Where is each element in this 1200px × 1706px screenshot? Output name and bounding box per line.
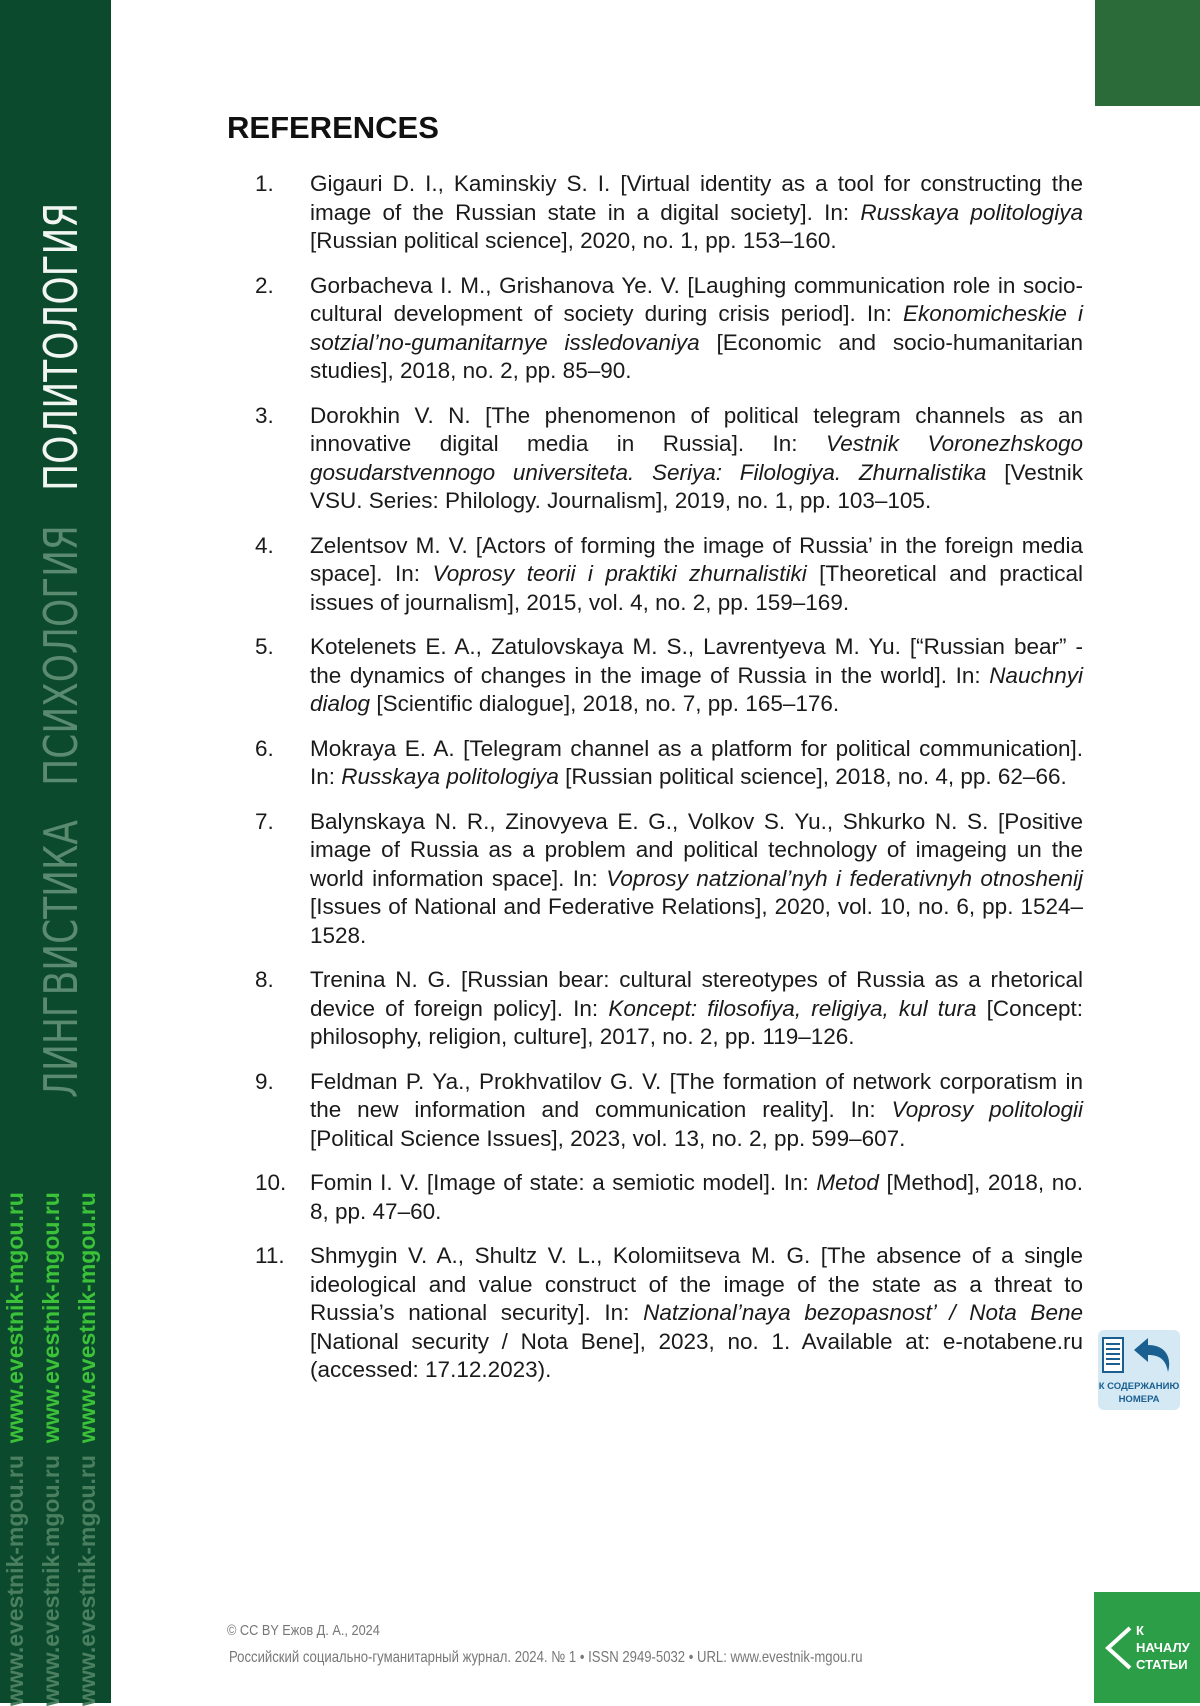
reference-text <box>310 808 1083 951</box>
reference-citation: Gorbacheva I. M., Grishanova Ye. V. [Laughing communication role in socio-cultural development of society during crisis period]. In: <box>310 272 1083 326</box>
sidebar-section-title <box>34 202 88 1098</box>
reference-text <box>310 170 1083 256</box>
reference-text <box>310 532 1083 618</box>
reference-journal-title: Vestnik Voronezhskogo gosudarstvennogo universiteta. Seriya: Filologiya. Zhurnalistika <box>310 431 1083 485</box>
sidebar-title-psychology: ПСИХОЛОГИЯ <box>34 525 88 786</box>
reference-text <box>310 1068 1083 1154</box>
reference-text <box>310 272 1083 386</box>
sidebar-url-line <box>38 1192 64 1706</box>
reference-number: 3. <box>255 402 274 428</box>
reference-text <box>310 1169 1083 1226</box>
reference-text <box>310 966 1083 1052</box>
sidebar-url-bright[interactable]: www.evestnik-mgou.ru <box>2 1192 28 1444</box>
reference-details: [Russian political science], 2020, no. 1, pp. 153–160. <box>310 228 837 253</box>
toc-button[interactable] <box>1098 1330 1180 1410</box>
reference-item <box>255 735 1083 792</box>
footer-copyright: © CC BY Ежов Д. А., 2024 <box>227 1622 380 1639</box>
reference-journal-title: Koncept: filosofiya, religiya, kul tura <box>608 995 977 1021</box>
sidebar-url-bright[interactable]: www.evestnik-mgou.ru <box>38 1192 64 1444</box>
reference-details: [Political Science Issues], 2023, vol. 13, no. 2, pp. 599–607. <box>310 1125 906 1151</box>
reference-item <box>255 402 1083 516</box>
reference-citation: Mokraya E. A. [Telegram channel as a platform for political communication]. In: <box>310 735 1083 789</box>
reference-journal-title: Metod <box>816 1170 879 1195</box>
reference-details: [National security / Nota Bene], 2023, no. 1. Available at: e-notabene.ru (accessed: 17.12.2023). <box>310 1328 1083 1382</box>
reference-number: 2. <box>255 272 274 298</box>
reference-citation: Dorokhin V. N. [The phenomenon of political telegram channels as an innovative digital media in Russia]. In: <box>310 402 1083 456</box>
reference-number: 8. <box>255 967 274 992</box>
back-button-label: К НАЧАЛУ СТАТЬИ <box>1136 1623 1190 1672</box>
reference-item <box>255 532 1083 618</box>
toc-button-label: К СОДЕРЖАНИЮ НОМЕРА <box>1098 1381 1180 1405</box>
reference-details: [Russian political science], 2018, no. 4, pp. 62–66. <box>558 764 1067 789</box>
reference-details: [Theoretical and practical issues of journalism], 2015, vol. 4, no. 2, pp. 159–169. <box>310 561 1083 615</box>
reference-item <box>255 1169 1083 1226</box>
sidebar-title-politology: ПОЛИТОЛОГИЯ <box>34 202 88 491</box>
sidebar-url-line <box>2 1192 28 1706</box>
sidebar-url-faint[interactable]: www.evestnik-mgou.ru <box>38 1455 64 1706</box>
reference-journal-title: Natzional’naya bezopasnost’ / Nota Bene <box>643 1300 1083 1325</box>
reference-details: [Issues of National and Federative Relations], 2020, vol. 10, no. 6, pp. 1524–1528. <box>310 894 1083 948</box>
reference-number: 9. <box>255 1068 274 1094</box>
reference-details: [Vestnik VSU. Series: Philology. Journalism], 2019, no. 1, pp. 103–105. <box>310 459 1083 513</box>
reference-journal-title: Nauchnyi dialog <box>310 662 1083 716</box>
sidebar-url-faint[interactable]: www.evestnik-mgou.ru <box>74 1455 100 1706</box>
reference-number: 1. <box>255 171 274 196</box>
reference-citation: Kotelenets E. A., Zatulovskaya M. S., Lavrentyeva M. Yu. [“Russian bear” - the dynamics of changes in the image of Russia in the world]. In: <box>310 634 1083 688</box>
sidebar-url-bright[interactable]: www.evestnik-mgou.ru <box>74 1192 100 1444</box>
reference-number: 5. <box>255 634 274 659</box>
reference-item <box>255 966 1083 1052</box>
reference-details: [Scientific dialogue], 2018, no. 7, pp. 165–176. <box>370 691 840 716</box>
reference-details: [Concept: philosophy, religion, culture], 2017, no. 2, pp. 119–126. <box>310 995 1083 1049</box>
reference-list <box>255 170 1083 1401</box>
reference-journal-title: Russkaya politologiya <box>341 764 559 789</box>
reference-details: [Method], 2018, no. 8, pp. 47–60. <box>310 1170 1083 1224</box>
reference-citation: Trenina N. G. [Russian bear: cultural stereotypes of Russia as a rhetorical device of foreign policy]. In: <box>310 967 1083 1021</box>
sidebar-title-linguistics: ЛИНГВИСТИКА <box>34 820 88 1098</box>
reference-number: 10. <box>255 1170 287 1195</box>
reference-details: [Economic and socio-humanitarian studies], 2018, no. 2, pp. 85–90. <box>310 329 1083 383</box>
page-title: REFERENCES <box>227 110 439 145</box>
reference-journal-title: Voprosy teorii i praktiki zhurnalistiki <box>432 561 807 586</box>
chevron-left-icon <box>1100 1624 1140 1672</box>
reference-item <box>255 1068 1083 1154</box>
sidebar-url-line <box>74 1192 100 1706</box>
sidebar-url-faint[interactable]: www.evestnik-mgou.ru <box>2 1455 28 1706</box>
reference-item <box>255 633 1083 719</box>
reference-journal-title: Russkaya politologiya <box>860 199 1084 225</box>
reference-number: 11. <box>255 1243 285 1268</box>
reference-number: 6. <box>255 735 274 761</box>
reference-item <box>255 1242 1083 1385</box>
reference-journal-title: Voprosy politologii <box>891 1097 1083 1122</box>
reference-journal-title: Voprosy natzional’nyh i federativnyh otnoshenij <box>606 865 1083 891</box>
reference-number: 4. <box>255 532 274 558</box>
footer-journal-info: Российский социально-гуманитарный журнал. 2024. № 1 • ISSN 2949-5032 • URL: www.evestnik-mgou.ru <box>229 1649 863 1666</box>
reference-citation: Gigauri D. I., Kaminskiy S. I. [Virtual identity as a tool for constructing the image of the Russian state in a digital society]. In: <box>310 171 1083 225</box>
reference-journal-title: Ekonomicheskie i sotzial’no-gumanitarnye issledovaniya <box>310 301 1084 355</box>
reference-text <box>310 633 1083 719</box>
reference-text <box>310 1242 1083 1385</box>
reference-citation: Zelentsov M. V. [Actors of forming the image of Russia’ in the foreign media space]. In: <box>310 532 1083 586</box>
return-arrow-icon <box>1130 1334 1176 1378</box>
reference-citation: Feldman P. Ya., Prokhvatilov G. V. [The formation of network corporatism in the new information and communication reality]. In: <box>310 1068 1083 1122</box>
document-icon <box>1102 1337 1124 1373</box>
reference-item <box>255 272 1083 386</box>
reference-citation: Fomin I. V. [Image of state: a semiotic model]. In: <box>310 1170 817 1195</box>
reference-text <box>310 402 1083 516</box>
reference-item <box>255 170 1083 256</box>
back-to-article-button[interactable] <box>1094 1592 1200 1703</box>
reference-number: 7. <box>255 808 274 834</box>
corner-decoration <box>1095 0 1200 106</box>
reference-citation: Balynskaya N. R., Zinovyeva E. G., Volkov S. Yu., Shkurko N. S. [Positive image of Russia as a problem and political technology of imageing un the world information space]. In: <box>310 808 1083 891</box>
reference-item <box>255 808 1083 951</box>
reference-citation: Shmygin V. A., Shultz V. L., Kolomiitseva M. G. [The absence of a single ideological and value construct of the image of the state as a threat to Russia’s national security]. In: <box>310 1243 1083 1325</box>
reference-text <box>310 735 1083 792</box>
